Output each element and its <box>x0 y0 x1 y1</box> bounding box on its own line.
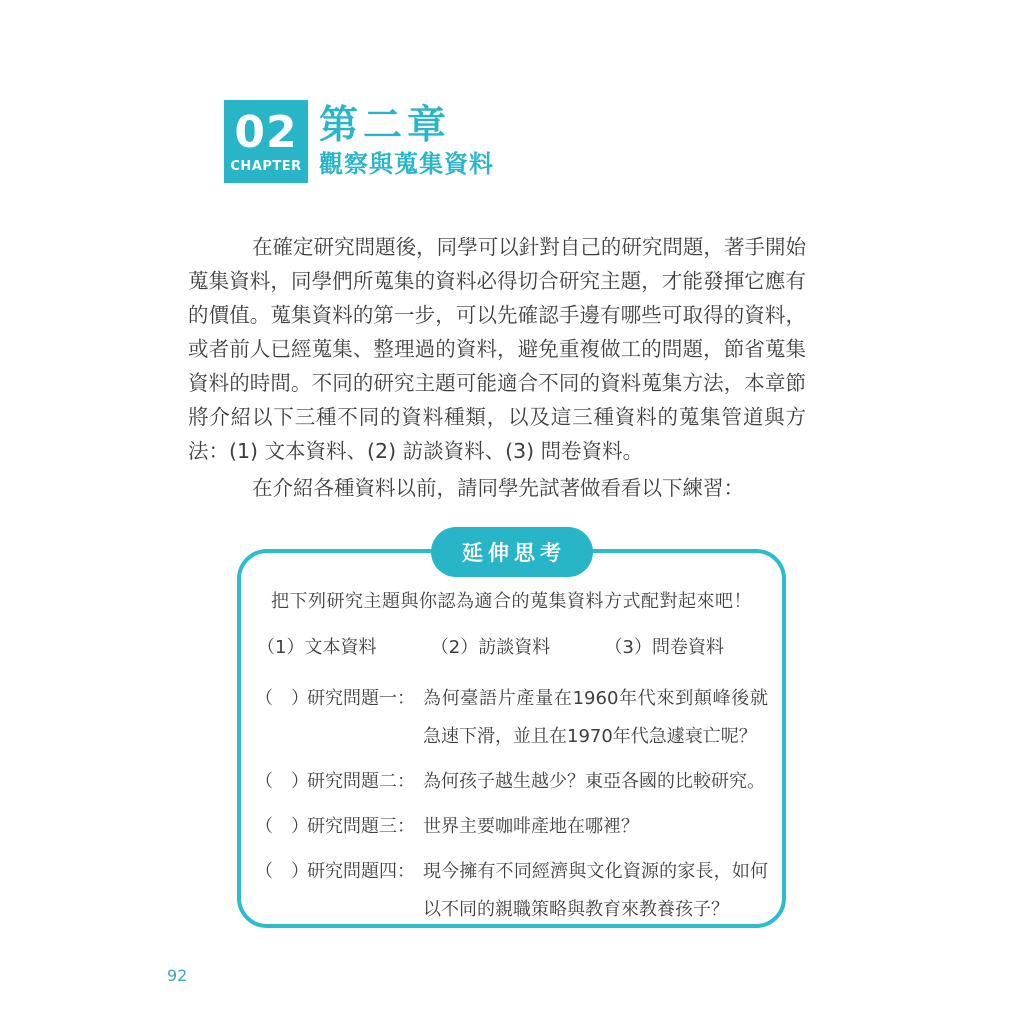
question-label-1: 研究問題一： <box>307 688 415 709</box>
question-label-4: 研究問題四： <box>307 861 415 882</box>
chapter-subtitle: 觀察與蒐集資料 <box>319 149 494 178</box>
question-text-1: 為何臺語片產量在1960年代來到顛峰後就急速下滑，並且在1970年代急遽衰亡呢？ <box>423 688 768 747</box>
question-label-2: 研究問題二： <box>307 771 415 792</box>
answer-blank-2: （ ） <box>255 771 309 792</box>
chapter-titles <box>319 100 494 183</box>
question-text-2: 為何孩子越生越少？東亞各國的比較研究。 <box>423 771 765 792</box>
question-text-3: 世界主要咖啡產地在哪裡？ <box>423 816 639 837</box>
question-row-1 <box>255 680 768 756</box>
exercise-box <box>237 541 786 928</box>
chapter-title: 第二章 <box>319 102 452 148</box>
answer-blank-4: （ ） <box>255 861 309 882</box>
exercise-options <box>255 633 768 663</box>
question-row-3 <box>255 808 768 846</box>
body-text <box>188 230 806 505</box>
chapter-number: 02 <box>234 106 298 158</box>
chapter-label: CHAPTER <box>230 158 302 174</box>
exercise-intro: 把下列研究主題與你認為適合的蒐集資料方式配對起來吧！ <box>271 591 752 612</box>
answer-blank-1: （ ） <box>255 688 309 709</box>
page-number: 92 <box>167 966 188 985</box>
exercise-badge: 延伸思考 <box>431 527 593 577</box>
question-row-2 <box>255 763 768 801</box>
chapter-header <box>224 100 494 183</box>
question-text-4: 現今擁有不同經濟與文化資源的家長，如何以不同的親職策略與教育來教養孩子？ <box>423 861 768 920</box>
answer-blank-3: （ ） <box>255 816 309 837</box>
exercise-content <box>241 553 782 929</box>
option-1: （1）文本資料 <box>257 637 377 658</box>
question-row-4 <box>255 853 768 929</box>
paragraph-2: 在介紹各種資料以前，請同學先試著做看看以下練習： <box>252 476 744 500</box>
question-label-3: 研究問題三： <box>307 816 415 837</box>
paragraph-1: 在確定研究問題後，同學可以針對自己的研究問題，著手開始蒐集資料，同學們所蒐集的資料必得切合研究主題，才能發揮它應有的價值。蒐集資料的第一步，可以先確認手邊有哪些可取得的資料，或者前人已經蒐集、整理過的資料，避免重複做工的問題，節省蒐集資料的時間。不同的研究主題可能適合不同的資料蒐集方法，本章節將介紹以下三種不同的資料種類，以及這三種資料的蒐集管道與方法：(1) 文本資料、(2) 訪談資料、(3) 問卷資料。 <box>188 235 806 463</box>
option-2: （2）訪談資料 <box>430 637 551 658</box>
chapter-number-box <box>224 100 308 183</box>
option-3: （3）問卷資料 <box>604 637 724 658</box>
